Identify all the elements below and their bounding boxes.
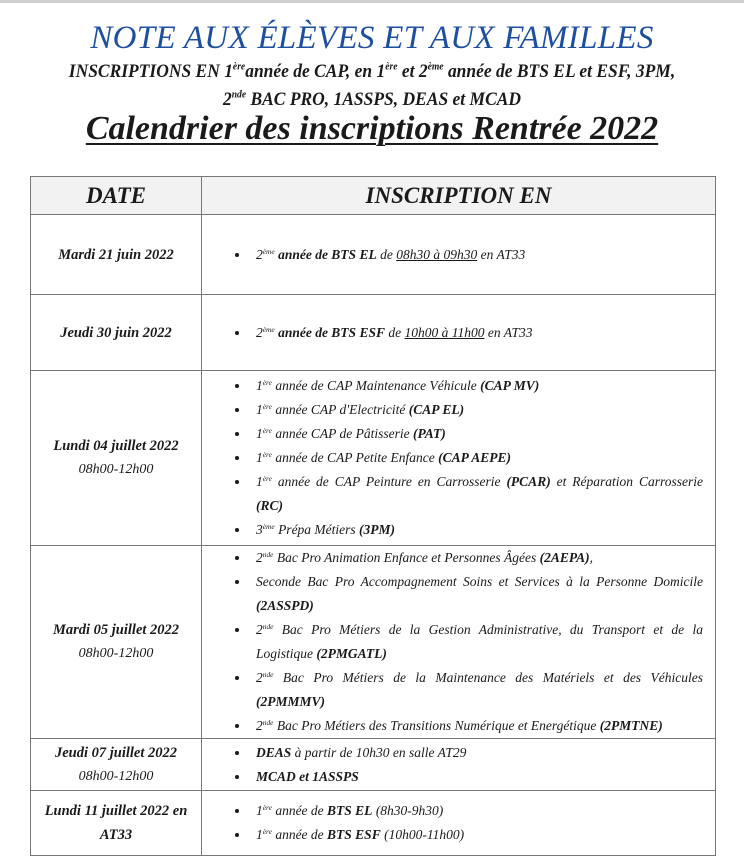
superscript: ère: [262, 826, 272, 836]
list-item: [250, 741, 703, 765]
underlined-text: 10h00 à 11h00: [404, 324, 485, 340]
bold-text: MCAD et 1ASSPS: [256, 768, 359, 784]
list-item: [250, 570, 703, 618]
text-segment: 1: [256, 474, 263, 489]
superscript: nde: [262, 621, 274, 631]
inscription-cell: [202, 739, 716, 791]
superscript: ère: [262, 449, 272, 459]
text-segment: 1: [256, 827, 263, 842]
list-item: [250, 823, 703, 847]
text-segment: 1: [256, 426, 263, 441]
list-item: [250, 518, 703, 542]
list-item: [250, 470, 703, 518]
text-segment: 2: [256, 718, 263, 733]
date-cell: [31, 739, 202, 791]
superscript: ème: [262, 246, 275, 256]
column-header-date: DATE: [31, 177, 202, 215]
superscript: ère: [262, 377, 272, 387]
bold-text: (2AEPA): [539, 550, 590, 565]
list-item: [250, 374, 703, 398]
text-segment: année de: [271, 827, 328, 842]
text-segment: année CAP d'Electricité: [271, 402, 409, 417]
column-header-inscription: INSCRIPTION EN: [202, 177, 716, 215]
date-text: Mardi 05 juillet 2022: [52, 622, 180, 638]
bold-text: (CAP MV): [480, 378, 540, 393]
date-cell: [31, 791, 202, 856]
table-row: [31, 371, 716, 546]
inscription-list: [202, 799, 715, 847]
scan-top-edge: [0, 0, 744, 3]
time-range: 08h00-12h00: [78, 462, 154, 477]
text-segment: de: [376, 246, 397, 262]
bold-text: (CAP AEPE): [438, 450, 512, 465]
calendar-title: [0, 110, 744, 148]
inscription-cell: [202, 371, 716, 546]
text-segment: INSCRIPTIONS EN 1: [68, 61, 233, 82]
date-cell: [31, 371, 202, 546]
bold-text: (CAP EL): [408, 402, 465, 417]
list-item: [250, 765, 703, 789]
table-row: [31, 295, 716, 371]
text-segment: de: [384, 324, 405, 340]
inscription-cell: [202, 791, 716, 856]
inscription-cell: [202, 215, 716, 295]
text-segment: 2: [256, 324, 263, 340]
underlined-text: 08h30 à 09h30: [396, 246, 478, 262]
list-item: [250, 799, 703, 823]
text-segment: 1: [256, 402, 263, 417]
superscript: nde: [262, 717, 274, 727]
inscription-list: [202, 741, 715, 789]
table-row: [31, 739, 716, 791]
document-title: NOTE AUX ÉLÈVES ET AUX FAMILLES: [90, 20, 654, 56]
list-item: [250, 714, 703, 738]
document-subtitle: [67, 58, 678, 114]
inscription-list: [202, 374, 715, 542]
superscript: ème: [427, 61, 444, 73]
superscript: nde: [262, 669, 274, 679]
bold-text: année de BTS ESF: [274, 324, 385, 340]
text-segment: BAC PRO, 1ASSPS, DEAS et MCAD: [246, 89, 522, 110]
table-header-row: [31, 177, 716, 215]
bold-text: (PAT): [413, 426, 446, 441]
table-row: [31, 791, 716, 856]
text-segment: 1: [256, 803, 263, 818]
bold-text: année de BTS EL: [274, 246, 377, 262]
date-text: Mardi 21 juin 2022: [58, 246, 174, 263]
inscription-list: [202, 546, 715, 738]
text-segment: 2: [256, 670, 263, 685]
text-segment: 2: [256, 622, 263, 637]
text-segment: ,: [589, 550, 594, 565]
date-cell: [31, 295, 202, 371]
text-segment: année de CAP Maintenance Véhicule: [271, 378, 481, 393]
text-segment: à partir de 10h30 en salle AT29: [291, 744, 467, 760]
text-segment: en AT33: [484, 324, 533, 340]
text-segment: en AT33: [477, 246, 526, 262]
bold-text: (2PMMMV): [256, 694, 326, 709]
text-segment: 3: [256, 522, 263, 537]
list-item: [250, 321, 703, 345]
bold-text: (2PMGATL): [316, 646, 387, 661]
text-segment: (10h00-11h00): [380, 827, 465, 842]
list-item: [250, 243, 703, 267]
text-segment: Bac Pro Métiers des Transitions Numérique et Energétique: [273, 718, 600, 733]
superscript: ère: [385, 61, 398, 73]
time-range: 08h00-12h00: [78, 768, 154, 784]
list-item: [250, 546, 703, 570]
list-item: [250, 666, 703, 714]
text-segment: Bac Pro Animation Enfance et Personnes Âgées: [273, 550, 540, 565]
text-segment: 1: [256, 378, 263, 393]
date-text: Lundi 11 juillet 2022 en AT33: [44, 803, 188, 843]
inscription-list: [202, 321, 715, 345]
registration-calendar-table: [30, 176, 716, 856]
text-segment: Prépa Métiers: [274, 522, 360, 537]
text-segment: année de BTS EL et ESF, 3PM, 2: [222, 61, 676, 110]
list-item: [250, 618, 703, 666]
text-segment: (8h30-9h30): [372, 803, 444, 818]
superscript: ère: [232, 61, 246, 73]
bold-text: BTS ESF: [327, 827, 381, 842]
text-segment: Bac Pro Métiers de la Gestion Administrative, du Transport et de la Logistique: [256, 622, 703, 661]
bold-text: (RC): [256, 498, 283, 513]
text-segment: année de CAP Petite Enfance: [271, 450, 439, 465]
text-segment: 2: [256, 550, 263, 565]
superscript: ère: [262, 401, 272, 411]
text-segment: Bac Pro Métiers de la Maintenance des Matériels et des Véhicules: [273, 670, 703, 685]
text-segment: année de: [271, 803, 328, 818]
inscription-cell: [202, 295, 716, 371]
list-item: [250, 446, 703, 470]
table-row: [31, 546, 716, 739]
time-range: 08h00-12h00: [78, 646, 154, 661]
bold-text: (2PMTNE): [599, 718, 663, 733]
superscript: ère: [262, 802, 272, 812]
superscript: nde: [231, 89, 247, 101]
superscript: ère: [262, 473, 272, 483]
date-text: Jeudi 07 juillet 2022: [54, 744, 178, 761]
date-cell: [31, 215, 202, 295]
date-text: Jeudi 30 juin 2022: [60, 324, 172, 341]
bold-text: BTS EL: [327, 803, 373, 818]
superscript: ère: [262, 425, 272, 435]
text-segment: 2: [256, 246, 263, 262]
text-segment: 1: [256, 450, 263, 465]
list-item: [250, 422, 703, 446]
inscription-cell: [202, 546, 716, 739]
bold-text: (2ASSPD): [256, 598, 314, 613]
date-cell: [31, 546, 202, 739]
superscript: nde: [262, 549, 274, 559]
calendar-title-text: Calendrier des inscriptions Rentrée 2022: [85, 110, 659, 147]
text-segment: Seconde Bac Pro Accompagnement Soins et Services à la Personne Domicile: [256, 574, 703, 589]
table-row: [31, 215, 716, 295]
text-segment: année CAP de Pâtisserie: [271, 426, 414, 441]
bold-text: DEAS: [256, 744, 292, 760]
superscript: ème: [262, 521, 275, 531]
text-segment: année de CAP, en 1: [245, 61, 386, 82]
date-text: Lundi 04 juillet 2022: [53, 438, 179, 454]
inscription-list: [202, 243, 715, 267]
text-segment: année de CAP Peinture en Carrosserie: [271, 474, 507, 489]
text-segment: et Réparation Carrosserie: [550, 474, 703, 489]
list-item: [250, 398, 703, 422]
bold-text: (PCAR): [506, 474, 551, 489]
superscript: ème: [262, 324, 275, 334]
text-segment: et 2: [397, 61, 428, 82]
bold-text: (3PM): [359, 522, 396, 537]
